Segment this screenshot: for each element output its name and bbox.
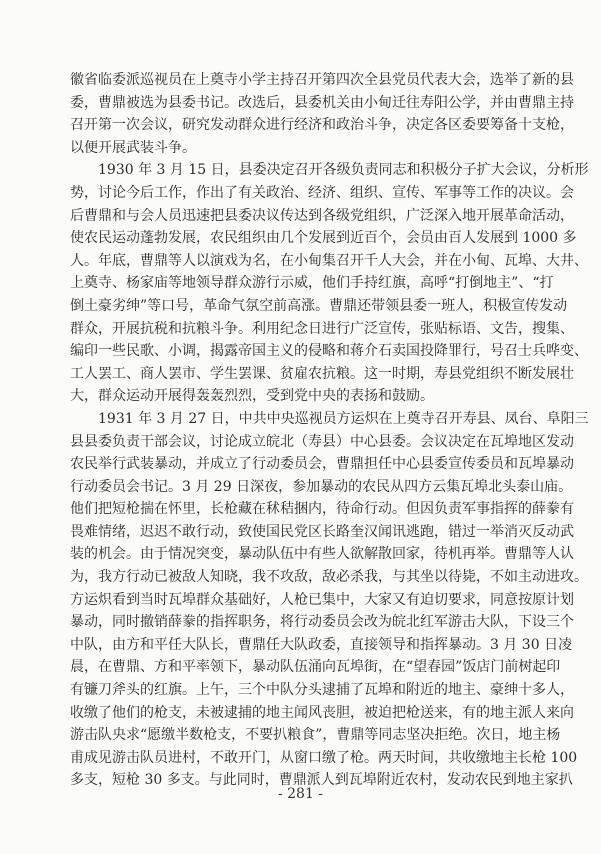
text-line: 方运炽看到当时瓦埠群众基础好，人枪已集中，大家又有迫切要求，同意按原计划 <box>70 591 574 608</box>
text-line: 1930 年 3 月 15 日，县委决定召开各级负责同志和积极分子扩大会议，分析形 <box>98 162 589 179</box>
text-line: 使农民运动蓬勃发展，农民组织由几个发展到近百个，会员由百人发展到 1000 多 <box>70 230 577 247</box>
text-line: 编印一些民歌、小调，揭露帝国主义的侵略和蒋介石卖国投降罪行，号召士兵哗变、 <box>70 343 588 360</box>
text-line: 群众，开展抗税和抗粮斗争。利用纪念日进行广泛宣传，张贴标语、文告，搜集、 <box>70 320 574 337</box>
text-line: 人。年底，曹鼎等人以演戏为名，在小甸集召开千人大会，并在小甸、瓦埠、大井、 <box>70 252 588 269</box>
text-line: 上奠寺、杨家庙等地领导群众游行示威，他们手持红旗，高呼“打倒地主”、“打 <box>70 275 554 292</box>
paragraph-3 <box>70 408 589 792</box>
text-line: 甫成见游击队员进村，不敢开门，从窗口缴了枪。两天时间，共收缴地主长枪 100 <box>70 749 578 766</box>
text-line: 畏难情绪，迟迟不敢行动，致使国民党区长路奎汉闻讯逃跑，错过一举消灭反动武 <box>70 523 574 540</box>
paragraph-1 <box>70 69 574 159</box>
text-line: 农民举行武装暴动，并成立了行动委员会，曹鼎担任中心县委宣传委员和瓦埠暴动 <box>70 456 574 473</box>
text-line: 势，讨论今后工作，作出了有关政治、经济、组织、宣传、军事等工作的决议。会 <box>70 184 574 201</box>
text-line: 后曹鼎和与会人员迅速把县委决议传达到各级党组织，广泛深入地开展革命活动， <box>70 207 574 224</box>
text-line: 徽省临委派巡视员在上奠寺小学主持召开第四次全县党员代表大会，选举了新的县 <box>70 72 574 88</box>
paragraph-2 <box>70 159 589 408</box>
text-line: 工人罢工、商人罢市、学生罢课、贫雇农抗粮。这一时期，寿县党组织不断发展壮 <box>70 365 574 382</box>
text-line: 收缴了他们的枪支，未被逮捕的地主闻风丧胆，被迫把枪送来，有的地主派人来向 <box>70 704 574 721</box>
text-line: 他们把短枪揣在怀里，长枪藏在秫秸捆内，待命行动。但因负责军事指挥的薛豢有 <box>70 501 574 518</box>
text-line: 委，曹鼎被选为县委书记。改选后，县委机关由小甸迁往寿阳公学，并由曹鼎主持 <box>70 94 574 111</box>
page-number: - 281 - <box>277 786 324 802</box>
text-line: 行动委员会书记。3 月 29 日深夜，参加暴动的农民从四方云集瓦埠北头泰山庙。 <box>70 478 573 495</box>
body-text <box>70 69 589 792</box>
text-line: 大，群众运动开展得轰轰烈烈，受到党中央的表扬和鼓励。 <box>70 388 434 405</box>
text-line: 为，我方行动已被敌人知晓，我不攻敌，敌必杀我，与其坐以待毙，不如主动进攻。 <box>70 569 588 586</box>
text-line: 中队，由方和平任大队长，曹鼎任大队政委，直接领导和指挥暴动。3 月 30 日凌 <box>70 636 573 653</box>
text-line: 晨，在曹鼎、方和平率领下，暴动队伍涌向瓦埠街，在“望春园”饭店门前树起印 <box>70 659 561 676</box>
text-line: 有镰刀斧头的红旗。上午，三个中队分头逮捕了瓦埠和附近的地主、豪绅十多人， <box>70 682 574 699</box>
text-line: 县县委负责干部会议，讨论成立皖北（寿县）中心县委。会议决定在瓦埠地区发动 <box>70 433 574 450</box>
text-line: 多支，短枪 30 多支。与此同时，曹鼎派人到瓦埠附近农村，发动农民到地主家扒 <box>70 772 573 789</box>
text-line: 倒土豪劣绅”等口号，革命气氛空前高涨。曹鼎还带领县委一班人，积极宣传发动 <box>70 297 568 314</box>
text-line: 游击队央求“愿缴半数枪支，不要扒粮食”，曹鼎等同志坚决拒绝。次日，地主杨 <box>70 727 561 744</box>
text-line: 以便开展武装斗争。 <box>70 139 196 156</box>
text-line: 1931 年 3 月 27 日，中共中央巡视员方运炽在上奠寺召开寿县、凤台、阜阳三 <box>98 410 589 427</box>
text-line: 召开第一次会议，研究发动群众进行经济和政治斗争，决定各区委要筹备十支枪， <box>70 117 574 134</box>
text-line: 装的机会。由于情况突变，暴动队伍中有些人欲解散回家，待机再举。曹鼎等人认 <box>70 546 574 563</box>
text-line: 暴动，同时撤销薛豢的指挥职务，将行动委员会改为皖北红军游击大队，下设三个 <box>70 614 574 631</box>
